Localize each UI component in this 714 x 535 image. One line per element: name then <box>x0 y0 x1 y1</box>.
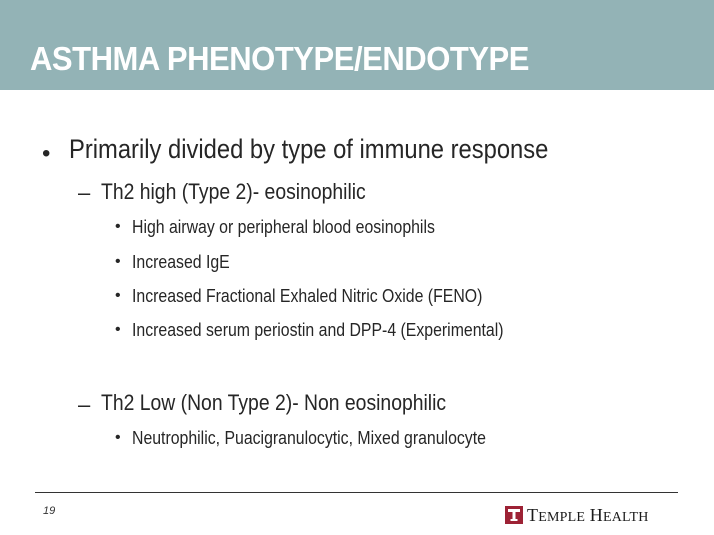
slide-title: ASTHMA PHENOTYPE/ENDOTYPE <box>30 40 529 77</box>
footer-divider <box>35 492 678 493</box>
group1-item: High airway or peripheral blood eosinophils <box>132 217 435 237</box>
sub-bullet-marker: • <box>115 287 121 304</box>
title-band <box>0 0 714 90</box>
dash-marker: – <box>78 180 91 205</box>
sub-bullet-marker: • <box>115 218 121 235</box>
temple-t-logo-icon <box>505 506 523 524</box>
group1-item: Increased Fractional Exhaled Nitric Oxide (FENO) <box>132 286 483 306</box>
bullet-marker: • <box>42 140 51 167</box>
temple-health-logo <box>505 505 649 525</box>
group1-item: Increased serum periostin and DPP-4 (Experimental) <box>132 320 504 340</box>
sub-bullet-marker: • <box>115 429 121 446</box>
group2-item: Neutrophilic, Puacigranulocytic, Mixed granulocyte <box>132 428 486 448</box>
page-number: 19 <box>43 505 56 517</box>
dash-marker: – <box>78 392 91 417</box>
group1-item: Increased IgE <box>132 252 230 272</box>
sub-bullet-marker: • <box>115 321 121 338</box>
main-bullet: Primarily divided by type of immune response <box>69 134 549 164</box>
sub-bullet-marker: • <box>115 253 121 270</box>
group1-heading: Th2 high (Type 2)- eosinophilic <box>101 179 366 204</box>
group2-heading: Th2 Low (Non Type 2)- Non eosinophilic <box>101 390 447 415</box>
logo-wordmark: TEMPLE HEALTH <box>527 504 649 525</box>
